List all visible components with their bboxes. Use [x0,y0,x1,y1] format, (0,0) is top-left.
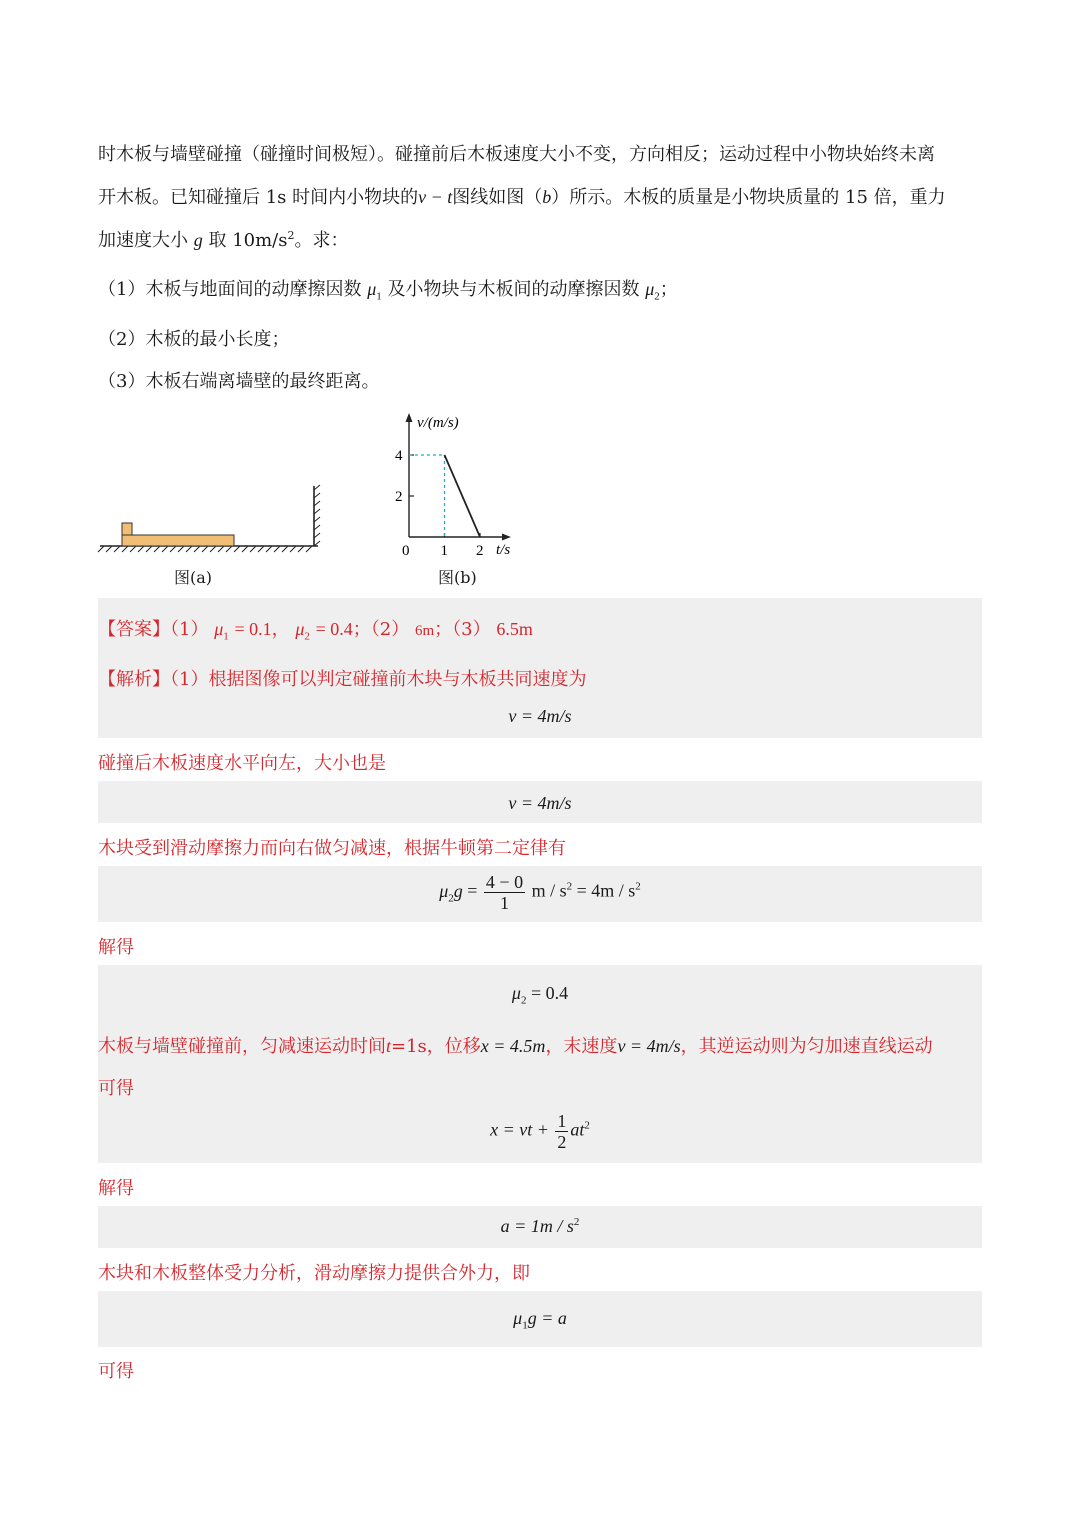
eq3-numerator: 4 − 0 [485,872,524,892]
eq3-rhs-exp: 2 [635,880,641,893]
eq3-g: g [453,880,463,901]
mu1-sub: 1 [376,290,382,303]
eq6-fraction [555,1111,568,1152]
problem-line-3-c: 。求： [294,230,349,251]
eq4-mu-sub: 2 [520,994,527,1007]
answer-mu1-value: = 0.1 [234,619,272,639]
solution-step-8: 木块和木板整体受力分析，滑动摩擦力提供合外力，即 [98,1263,530,1284]
eq3-denominator: 1 [500,893,509,913]
answer-mu1-letter: μ [214,619,224,639]
problem-line-2-a: 开木板。已知碰撞后 1s 时间内小物块的 [98,187,419,208]
y-axis-label: v/(m/s) [417,415,459,431]
eq8-rhs: g = a [527,1308,567,1328]
problem-line-3 [98,226,348,252]
eq6-denominator: 2 [557,1132,567,1152]
wall-hatching [314,485,320,546]
y-tick-label-4: 4 [395,448,403,464]
solution-block-3 [98,866,982,922]
eq8-mu-sub: 1 [522,1319,528,1332]
answer-line [98,615,533,643]
eq6-exp: 2 [584,1119,590,1132]
answer-final-distance: 6.5m [496,619,533,639]
x-axis-label: t/s [496,542,511,558]
s5-d: ，其逆运动则为匀加速直线运动 [680,1036,933,1057]
equation-v-after [98,793,982,814]
wooden-board [122,535,234,546]
x-tick-label-2: 2 [476,543,484,559]
eq8-mu-letter: μ [513,1308,523,1328]
solution-step-2: 碰撞后木板速度水平向左，大小也是 [98,753,386,774]
solution-step-3: 木块受到滑动摩擦力而向右做匀减速，根据牛顿第二定律有 [98,838,566,859]
figure-b-vt-chart [385,405,525,560]
s5-t: t [386,1036,392,1056]
eq4-mu2 [511,983,527,1007]
answer-mu1-sub: 1 [223,630,229,643]
velocity-line [445,455,481,537]
answer-mu2-value: = 0.4 [315,619,353,639]
answer-mu2 [295,619,310,643]
equation-displacement [98,1111,982,1152]
question-2: （2）木板的最小长度； [98,329,290,350]
eq6-numerator: 1 [557,1111,567,1131]
solution-block-7 [98,1291,982,1347]
problem-line-2 [98,183,946,209]
eq3-mu-sub: 2 [448,892,454,905]
mu2-sub: 2 [654,290,660,303]
s5-c: ，末速度 [545,1036,618,1057]
answer-mu2-sub: 2 [304,630,310,643]
solution-step-9: 可得 [98,1361,134,1382]
eq3-rhs: = 4m / s [576,880,636,901]
mu2-symbol [645,279,660,303]
answer-tag: 【答案】 [98,619,170,640]
answer-part-2: ；（2） [352,619,410,640]
s5-a: 木板与墙壁碰撞前，匀减速运动时间 [98,1036,386,1057]
answer-mu2-letter: μ [295,619,305,639]
solution-step-6: 可得 [98,1078,134,1099]
equation-v-before-text: v = 4m/s [508,706,572,726]
x-tick-label-1: 1 [440,543,448,559]
problem-line-1: 时木板与墙壁碰撞（碰撞时间极短）。碰撞前后木板速度大小不变，方向相反；运动过程中小物块始终未离 [98,144,935,165]
mu2-letter: μ [645,279,655,299]
figure-ref-b: b [542,187,552,207]
eq7-text: a = 1m / s [500,1216,574,1236]
y-axis-arrow [406,413,413,422]
equation-v-before [98,706,982,727]
solution-tag: 【解析】 [98,669,170,690]
solution-step-4: 解得 [98,937,134,958]
problem-line-3-b: 取 10m/s [208,230,288,251]
equation-v-after-text: v = 4m/s [508,793,572,813]
eq8-mu1 [513,1308,528,1332]
equation-friction [98,1308,982,1332]
vt-symbol: v − t [418,187,453,207]
figure-a [96,478,328,558]
s5-x: x = 4.5m [480,1036,546,1056]
eq7-exp: 2 [573,1216,580,1228]
eq3-unit: m / s [531,880,567,901]
problem-line-2-b: 图线如图（ [452,187,543,208]
solution-block-6 [98,1206,982,1248]
eq3-equals: = [467,880,478,901]
eq4-value: = 0.4 [530,983,569,1003]
answer-part-3: ；（3） [434,619,491,640]
solution-block-4 [98,965,982,1021]
answer-min-length: 6m [414,623,435,639]
solution-block-2 [98,781,982,823]
answer-part-1: （1） [170,619,209,640]
question-1-c: ； [659,279,678,300]
question-1 [98,275,678,303]
s5-b: =1s，位移 [391,1036,481,1057]
answer-mu1 [214,619,229,643]
answer-sep: ， [271,619,290,640]
question-1-b: 及小物块与木板间的动摩擦因数 [387,279,640,300]
question-3: （3）木板右端离墙壁的最终距离。 [98,371,380,392]
g-symbol: g [193,230,203,250]
equation-mu2-result [98,983,982,1007]
x-axis-arrow [502,534,511,541]
figure-a-caption: 图(a) [174,568,213,587]
solution-step-5 [98,1032,933,1058]
figure-b-caption: 图(b) [438,568,477,587]
mu1-letter: μ [367,279,377,299]
solution-intro [98,665,586,691]
eq3-mu-letter: μ [439,880,449,901]
eq6-rhs: at [570,1119,585,1140]
problem-line-3-a: 加速度大小 [98,230,188,251]
eq3-fraction [484,872,525,913]
problem-line-2-c: ）所示。木板的质量是小物块质量的 15 倍，重力 [551,187,946,208]
y-tick-label-2: 2 [395,489,403,505]
mu1-symbol [367,279,382,303]
equation-newton [98,872,982,913]
ground-hatching [98,546,318,552]
question-1-a: （1）木板与地面间的动摩擦因数 [98,279,362,300]
x-tick-label-0: 0 [402,543,410,559]
eq4-mu-letter: μ [511,983,521,1003]
eq3-mu2 [439,880,463,905]
solution-step-7: 解得 [98,1178,134,1199]
equation-acceleration [98,1216,982,1237]
s5-v: v = 4m/s [617,1036,681,1056]
small-block [122,523,132,535]
eq3-unit-exp: 2 [566,880,573,893]
unit-exponent: 2 [287,229,295,242]
eq6-lhs: x = vt + [490,1119,549,1140]
solution-step-1: （1）根据图像可以判定碰撞前木块与木板共同速度为 [170,669,587,690]
